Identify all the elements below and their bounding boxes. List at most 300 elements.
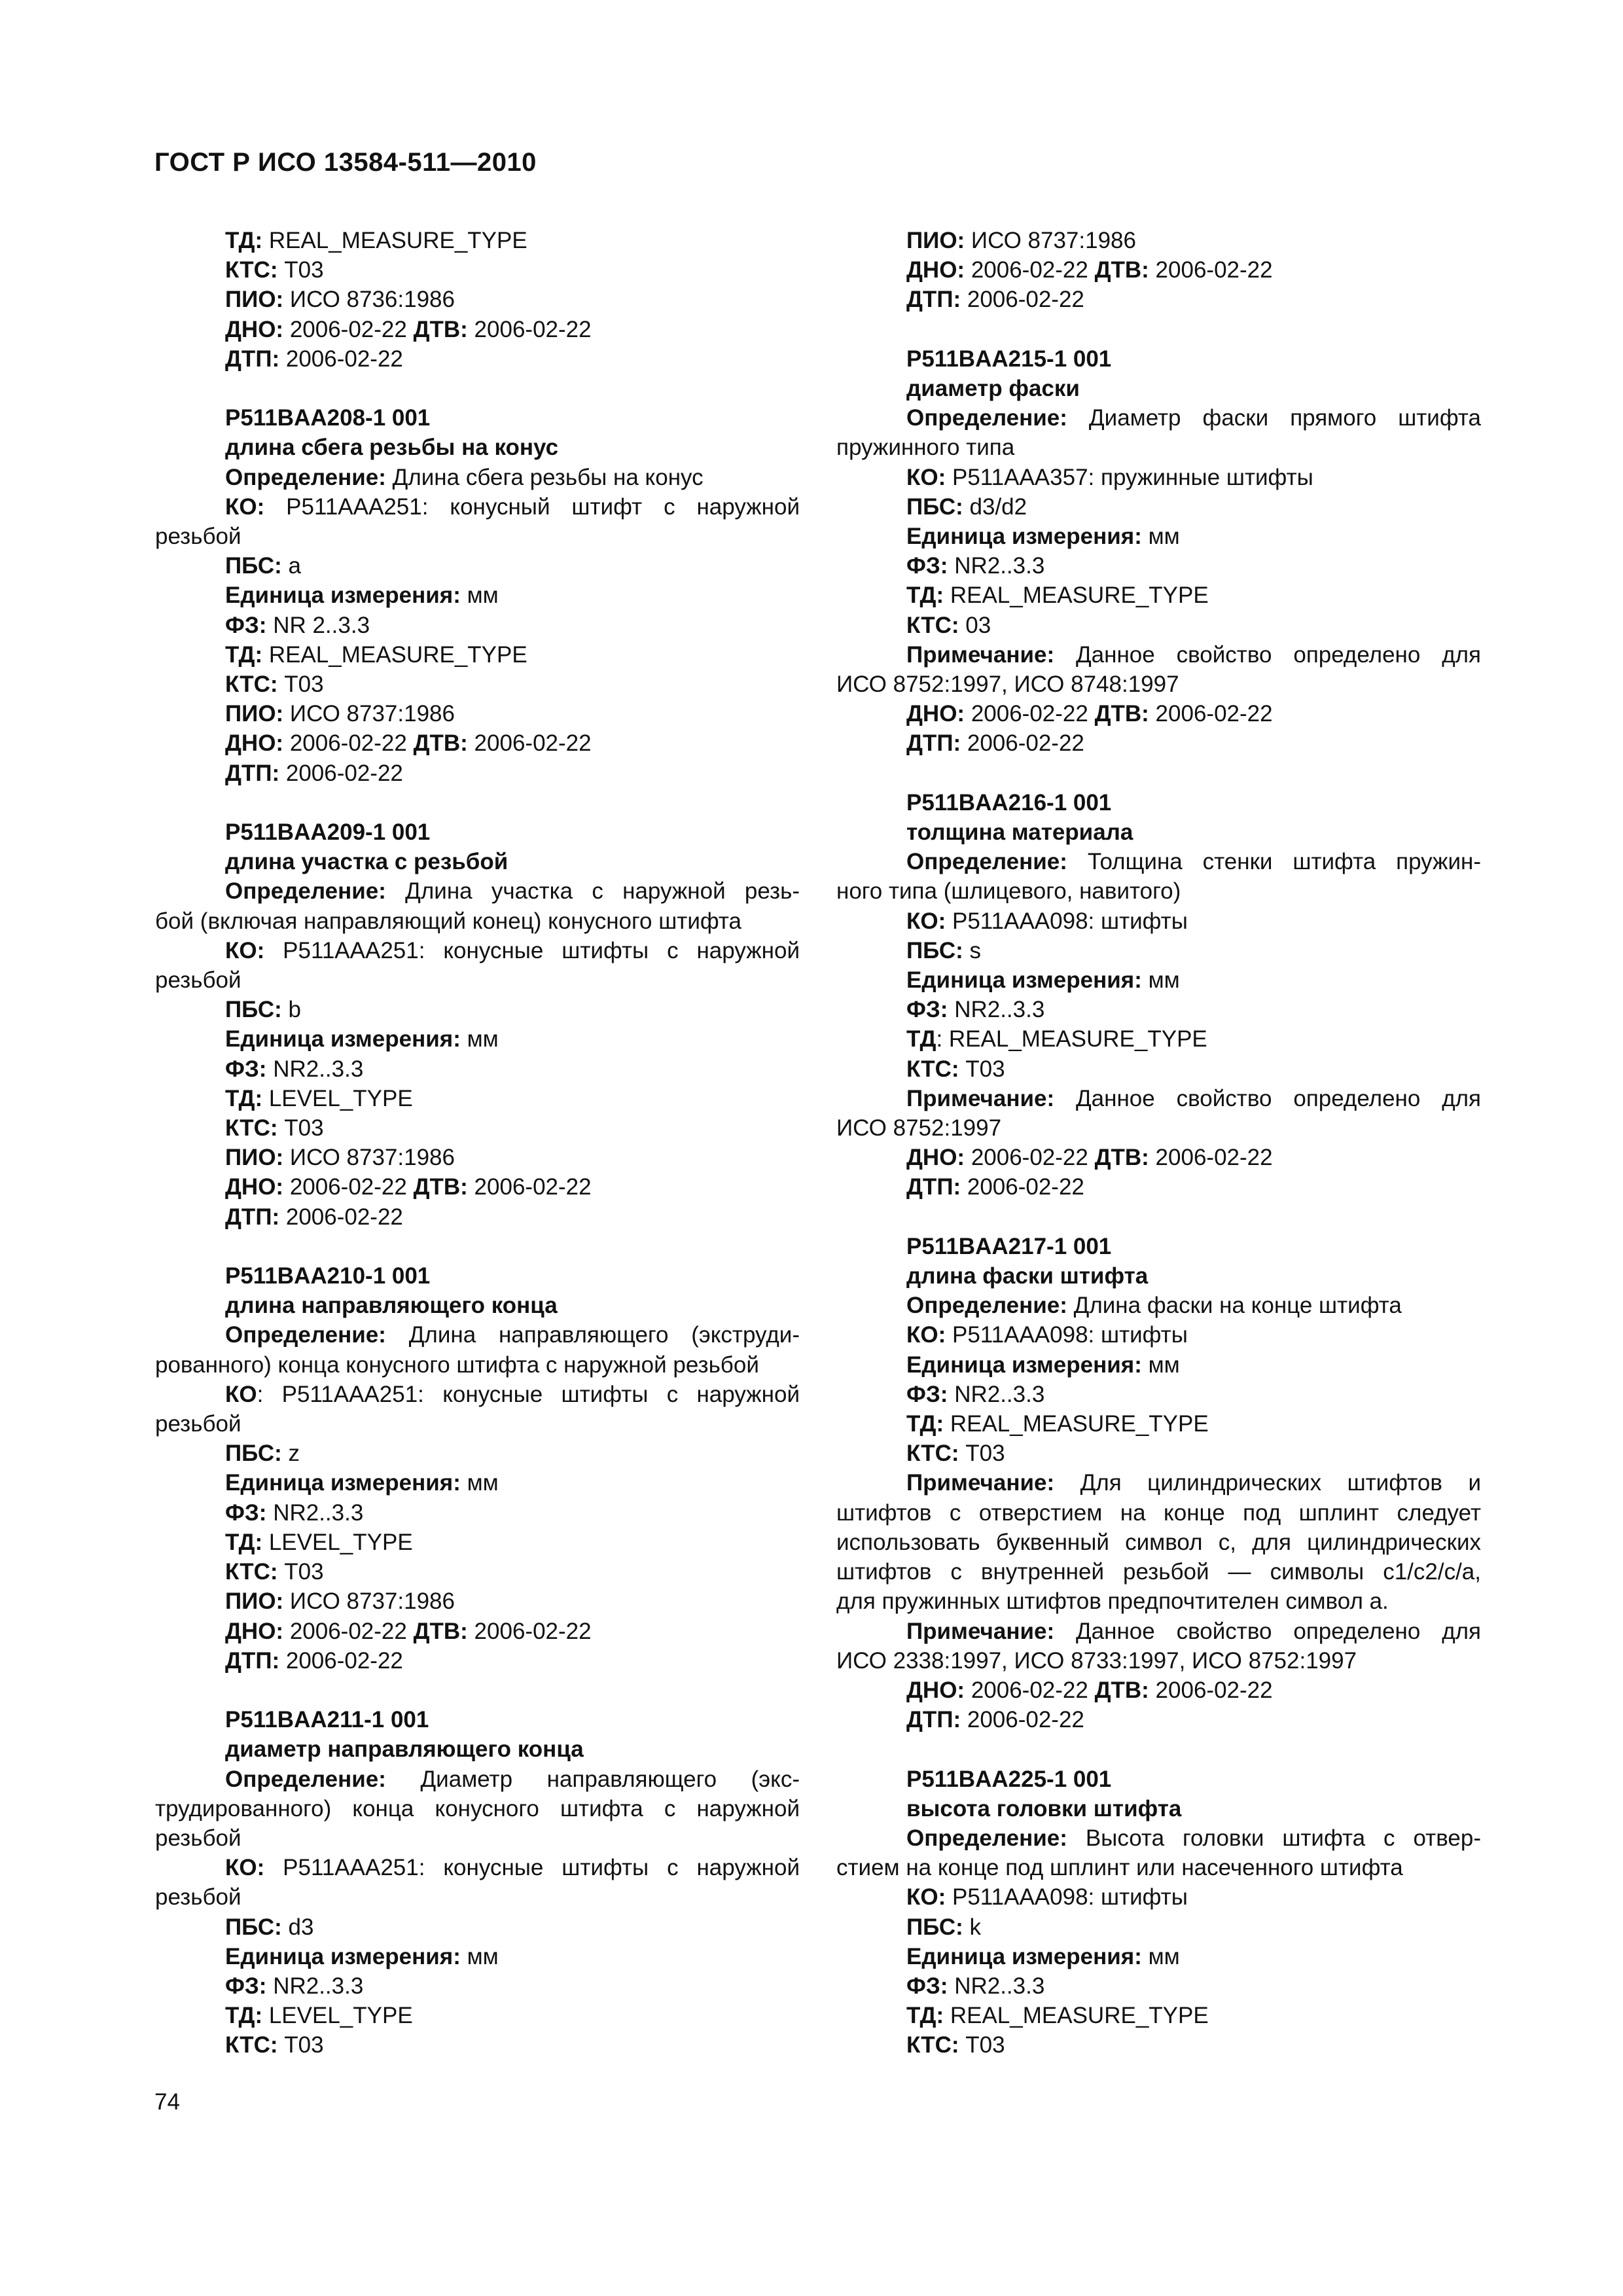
- field-value: Длина фаски на конце штифта: [1067, 1293, 1402, 1319]
- field-label: ДТВ:: [1094, 1145, 1149, 1171]
- field-line: [836, 1113, 1481, 1143]
- field-line: [836, 1557, 1481, 1587]
- field-line: [836, 1409, 1481, 1439]
- field-line: [155, 1054, 800, 1084]
- field-line: [155, 670, 800, 699]
- field-value: : REAL_MEASURE_TYPE: [936, 1026, 1207, 1052]
- field-value: мм: [460, 1470, 499, 1496]
- field-value: Т03: [277, 672, 324, 698]
- field-value: Длина участка с наружной резь-: [385, 878, 800, 905]
- field-label: КО:: [225, 937, 265, 963]
- field-label: ДТВ:: [413, 730, 468, 757]
- property-code: P511BAA225-1 001: [906, 1766, 1112, 1792]
- field-line: [155, 1617, 800, 1646]
- field-label: Определение:: [906, 1293, 1067, 1319]
- property-entry: [155, 403, 800, 788]
- property-name: длина фаски штифта: [906, 1263, 1149, 1289]
- field-line: [155, 1439, 800, 1468]
- field-line: [836, 403, 1481, 433]
- field-value: P511AAA251: конусные штифты с наружной: [264, 1855, 800, 1881]
- field-label: Определение:: [225, 878, 386, 905]
- field-value: : P511AAA251: конусные штифты с наружной: [257, 1381, 800, 1407]
- property-entry: [155, 1261, 800, 1676]
- field-line: [155, 965, 800, 995]
- field-line: [836, 1172, 1481, 1202]
- field-label: КТС:: [906, 612, 959, 638]
- field-value: P511AAA251: конусные штифты с наружной: [264, 937, 800, 963]
- field-line: [836, 611, 1481, 640]
- field-label: КТС:: [225, 672, 278, 698]
- field-label: КТС:: [906, 1441, 959, 1467]
- field-label: ПИО:: [906, 228, 965, 253]
- field-line: [836, 670, 1481, 699]
- field-line: [836, 728, 1481, 758]
- right-column: [836, 226, 1481, 2090]
- field-value: Т03: [959, 1441, 1005, 1467]
- field-line: [155, 640, 800, 670]
- field-label: Примечание:: [906, 1470, 1055, 1496]
- field-label: ТД:: [906, 583, 944, 609]
- field-label: Единица измерения:: [906, 524, 1142, 550]
- field-label: ДТП:: [906, 730, 961, 757]
- field-line: [155, 728, 800, 758]
- field-value: ИСО 8752:1997, ИСО 8748:1997: [836, 672, 1179, 698]
- field-line: [155, 551, 800, 581]
- field-label: Определение:: [906, 1825, 1067, 1851]
- field-value: Высота головки штифта с отвер-: [1067, 1825, 1481, 1851]
- field-value: штифтов с отверстием на конце под шплинт следует: [836, 1499, 1481, 1526]
- field-value: d3: [281, 1914, 314, 1940]
- field-label: ДТВ:: [1094, 257, 1149, 283]
- field-label: ФЗ:: [906, 1381, 948, 1407]
- field-value: NR2..3.3: [266, 1499, 364, 1526]
- field-value: пружинного типа: [836, 435, 1015, 461]
- field-line: [836, 1468, 1481, 1498]
- property-code: P511BAA208-1 001: [225, 405, 431, 431]
- field-line: [836, 522, 1481, 551]
- field-value: 2006-02-22: [283, 1618, 414, 1644]
- field-value: ИСО 8737:1986: [965, 228, 1136, 253]
- field-label: ФЗ:: [906, 553, 948, 579]
- field-line: [836, 1320, 1481, 1350]
- field-line: [155, 226, 800, 255]
- property-entry: [836, 226, 1481, 315]
- field-line: [836, 285, 1481, 314]
- field-value: a: [281, 553, 301, 579]
- field-label: ПБС:: [225, 553, 282, 579]
- field-line: [836, 1705, 1481, 1734]
- field-value: P511AAA251: конусный штифт с наружной: [264, 493, 800, 520]
- page-header: ГОСТ Р ИСО 13584-511—2010: [154, 148, 537, 177]
- field-value: z: [281, 1441, 300, 1467]
- field-line: [836, 1350, 1481, 1380]
- field-label: КТС:: [225, 1559, 278, 1585]
- field-label: КО:: [225, 1855, 265, 1881]
- field-value: ИСО 8737:1986: [283, 701, 455, 727]
- field-value: Для цилиндрических штифтов и: [1054, 1470, 1481, 1496]
- field-line: [155, 1823, 800, 1853]
- field-value: Данное свойство определено для: [1054, 641, 1481, 668]
- field-value: Т03: [277, 257, 324, 283]
- field-value: резьбой: [155, 1411, 241, 1437]
- field-value: P511AAA098: штифты: [946, 908, 1188, 934]
- field-line: [836, 640, 1481, 670]
- field-line: [155, 1646, 800, 1676]
- field-line: [836, 995, 1481, 1024]
- property-code: P511BAA215-1 001: [906, 346, 1112, 372]
- field-label: Единица измерения:: [225, 1026, 461, 1052]
- field-line: [155, 1350, 800, 1380]
- field-value: Т03: [277, 2032, 324, 2058]
- field-line: [155, 1320, 800, 1350]
- field-label: ДТП:: [906, 1174, 961, 1200]
- field-line: [836, 906, 1481, 936]
- field-value: мм: [1141, 524, 1180, 550]
- field-line: [836, 551, 1481, 581]
- field-label: ТД:: [906, 1411, 944, 1437]
- property-code: P511BAA209-1 001: [225, 819, 431, 846]
- field-value: рованного) конца конусного штифта с наружной резьбой: [155, 1352, 759, 1378]
- field-value: 2006-02-22: [283, 1174, 414, 1200]
- field-line: [836, 255, 1481, 285]
- field-label: ТД:: [906, 2003, 944, 2029]
- field-line: [836, 1439, 1481, 1468]
- field-line: [155, 1409, 800, 1439]
- field-label: ТД:: [225, 228, 263, 253]
- field-label: ФЗ:: [906, 997, 948, 1023]
- field-label: Примечание:: [906, 1085, 1055, 1111]
- field-value: трудированного) конца конусного штифта с наружной: [155, 1795, 800, 1821]
- field-value: 2006-02-22: [965, 1145, 1095, 1171]
- field-value: резьбой: [155, 524, 241, 550]
- field-label: ПИО:: [225, 1588, 284, 1615]
- field-label: ДНО:: [225, 730, 284, 757]
- field-label: Единица измерения:: [906, 1943, 1142, 1969]
- field-label: ФЗ:: [225, 612, 267, 638]
- property-entry: [836, 344, 1481, 759]
- field-value: 2006-02-22: [961, 1174, 1084, 1200]
- field-value: мм: [460, 1943, 499, 1969]
- field-label: КТС:: [225, 257, 278, 283]
- field-line: [836, 1942, 1481, 1971]
- field-line: [836, 965, 1481, 995]
- field-label: ФЗ:: [906, 1973, 948, 1999]
- field-label: ДТВ:: [413, 1618, 468, 1644]
- field-label: ДТП:: [225, 346, 280, 372]
- field-line: [836, 1587, 1481, 1616]
- field-label: КО: [225, 1381, 257, 1407]
- field-label: ТД:: [225, 1529, 263, 1555]
- field-line: [155, 1853, 800, 1882]
- field-value: REAL_MEASURE_TYPE: [944, 583, 1209, 609]
- field-label: ПБС:: [906, 937, 963, 963]
- field-value: REAL_MEASURE_TYPE: [262, 228, 527, 253]
- field-line: [155, 1084, 800, 1113]
- field-label: ДТВ:: [1094, 701, 1149, 727]
- field-label: ТД:: [225, 2003, 263, 2029]
- field-line: [155, 255, 800, 285]
- field-line: [836, 1084, 1481, 1113]
- field-value: REAL_MEASURE_TYPE: [262, 641, 527, 668]
- field-value: REAL_MEASURE_TYPE: [944, 1411, 1209, 1437]
- field-line: [836, 463, 1481, 492]
- field-value: 2006-02-22: [961, 287, 1084, 313]
- field-label: ПБС:: [225, 997, 282, 1023]
- property-name: длина сбега резьбы на конус: [225, 435, 559, 461]
- field-label: ФЗ:: [225, 1973, 267, 1999]
- field-value: 2006-02-22: [283, 730, 414, 757]
- field-value: мм: [1141, 967, 1180, 994]
- field-value: 2006-02-22: [1149, 1677, 1273, 1703]
- field-label: ТД:: [225, 1085, 263, 1111]
- field-label: ПБС:: [906, 493, 963, 520]
- field-line: [155, 995, 800, 1024]
- field-label: ДТП:: [906, 1707, 961, 1733]
- field-label: ПИО:: [225, 1145, 284, 1171]
- field-value: мм: [460, 1026, 499, 1052]
- field-line: [836, 1676, 1481, 1705]
- property-code: P511BAA210-1 001: [225, 1263, 431, 1289]
- field-label: КО:: [225, 493, 265, 520]
- field-value: Толщина стенки штифта пружин-: [1067, 849, 1481, 875]
- field-label: КО:: [906, 908, 946, 934]
- property-name: диаметр фаски: [906, 376, 1080, 401]
- property-entry: [836, 1232, 1481, 1734]
- field-value: LEVEL_TYPE: [262, 1529, 413, 1555]
- left-column: [155, 226, 800, 2090]
- field-value: NR2..3.3: [266, 1056, 364, 1082]
- field-label: Единица измерения:: [225, 1470, 461, 1496]
- field-label: КТС:: [906, 1056, 959, 1082]
- property-entry: [155, 817, 800, 1232]
- field-line: [155, 1143, 800, 1172]
- field-value: 2006-02-22: [279, 1204, 403, 1230]
- field-label: ДНО:: [906, 701, 965, 727]
- field-value: 2006-02-22: [467, 730, 592, 757]
- field-value: 2006-02-22: [1149, 257, 1273, 283]
- field-value: b: [281, 997, 301, 1023]
- field-value: мм: [460, 583, 499, 609]
- field-label: ДТП:: [225, 760, 280, 786]
- field-label: ТД: [906, 1026, 936, 1052]
- field-line: [155, 1024, 800, 1054]
- field-value: Данное свойство определено для: [1054, 1085, 1481, 1111]
- field-line: [155, 581, 800, 610]
- field-line: [836, 492, 1481, 522]
- field-value: 2006-02-22: [965, 701, 1095, 727]
- field-line: [155, 1765, 800, 1794]
- field-line: [155, 1882, 800, 1912]
- field-label: ДНО:: [906, 1145, 965, 1171]
- field-line: [836, 1853, 1481, 1882]
- field-label: Определение:: [225, 464, 386, 490]
- field-line: [836, 1291, 1481, 1320]
- field-line: [155, 2001, 800, 2030]
- field-line: [155, 2030, 800, 2060]
- property-entry: [836, 1765, 1481, 2060]
- field-value: использовать буквенный символ c, для цилиндрических: [836, 1529, 1481, 1555]
- page-number: 74: [154, 2089, 180, 2115]
- field-label: Единица измерения:: [225, 1943, 461, 1969]
- field-value: Длина сбега резьбы на конус: [385, 464, 704, 490]
- field-label: ДТВ:: [1094, 1677, 1149, 1703]
- field-value: LEVEL_TYPE: [262, 1085, 413, 1111]
- field-line: [836, 1971, 1481, 2001]
- field-label: Единица измерения:: [225, 583, 461, 609]
- field-label: ПБС:: [225, 1914, 282, 1940]
- field-line: [155, 1528, 800, 1557]
- field-line: [836, 876, 1481, 906]
- field-value: d3/d2: [963, 493, 1027, 520]
- field-value: ИСО 8752:1997: [836, 1115, 1002, 1141]
- field-value: Длина направляющего (экструди-: [385, 1322, 800, 1348]
- field-label: ДНО:: [225, 1618, 284, 1644]
- field-line: [836, 433, 1481, 462]
- field-label: Определение:: [906, 405, 1067, 431]
- field-label: КТС:: [225, 2032, 278, 2058]
- field-label: КО:: [906, 464, 946, 490]
- field-label: ДТП:: [225, 1204, 280, 1230]
- field-value: 2006-02-22: [1149, 1145, 1273, 1171]
- field-value: NR2..3.3: [948, 1381, 1045, 1407]
- field-line: [155, 1912, 800, 1942]
- field-value: бой (включая направляющий конец) конусного штифта: [155, 908, 742, 934]
- field-label: Примечание:: [906, 1618, 1055, 1644]
- field-line: [155, 1113, 800, 1143]
- field-line: [155, 759, 800, 788]
- field-line: [155, 1380, 800, 1409]
- property-name: длина участка с резьбой: [225, 849, 508, 875]
- field-line: [155, 1794, 800, 1823]
- field-value: NR 2..3.3: [266, 612, 370, 638]
- field-value: Т03: [277, 1559, 324, 1585]
- property-entry: [155, 1705, 800, 2060]
- field-label: ДТП:: [906, 287, 961, 313]
- field-label: Определение:: [225, 1766, 386, 1792]
- field-value: резьбой: [155, 1825, 241, 1851]
- field-value: 2006-02-22: [279, 346, 403, 372]
- field-line: [836, 1646, 1481, 1676]
- field-label: ПИО:: [225, 701, 284, 727]
- field-value: 2006-02-22: [965, 1677, 1095, 1703]
- field-line: [836, 936, 1481, 965]
- field-line: [155, 492, 800, 522]
- field-line: [155, 463, 800, 492]
- field-line: [836, 1912, 1481, 1942]
- field-value: резьбой: [155, 967, 241, 994]
- field-value: 2006-02-22: [279, 1647, 403, 1674]
- field-line: [836, 581, 1481, 610]
- field-line: [155, 285, 800, 314]
- field-value: 03: [959, 612, 991, 638]
- property-entry: [155, 226, 800, 374]
- field-value: NR2..3.3: [266, 1973, 364, 1999]
- field-value: для пружинных штифтов предпочтителен символ a.: [836, 1588, 1389, 1615]
- field-value: P511AAA098: штифты: [946, 1884, 1188, 1910]
- field-value: ИСО 2338:1997, ИСО 8733:1997, ИСО 8752:1997: [836, 1647, 1357, 1674]
- property-entry: [836, 788, 1481, 1202]
- field-value: 2006-02-22: [1149, 701, 1273, 727]
- field-line: [155, 1587, 800, 1616]
- field-value: Данное свойство определено для: [1054, 1618, 1481, 1644]
- field-value: штифтов с внутренней резьбой — символы c1/c2/c/a,: [836, 1559, 1481, 1585]
- field-value: NR2..3.3: [948, 1973, 1045, 1999]
- field-line: [155, 1971, 800, 2001]
- field-line: [155, 315, 800, 344]
- field-line: [155, 906, 800, 936]
- property-code: P511BAA217-1 001: [906, 1233, 1112, 1259]
- field-line: [836, 2001, 1481, 2030]
- field-value: Диаметр направляющего (экс-: [385, 1766, 800, 1792]
- field-value: NR2..3.3: [948, 997, 1045, 1023]
- field-value: 2006-02-22: [279, 760, 403, 786]
- field-value: Т03: [277, 1115, 324, 1141]
- field-line: [155, 611, 800, 640]
- field-value: ИСО 8736:1986: [283, 287, 455, 313]
- field-value: 2006-02-22: [961, 1707, 1084, 1733]
- field-value: REAL_MEASURE_TYPE: [944, 2003, 1209, 2029]
- field-line: [155, 699, 800, 728]
- field-line: [155, 1202, 800, 1232]
- field-line: [155, 522, 800, 551]
- field-line: [836, 847, 1481, 876]
- field-label: ДНО:: [225, 1174, 284, 1200]
- field-value: Т03: [959, 2032, 1005, 2058]
- field-value: LEVEL_TYPE: [262, 2003, 413, 2029]
- field-line: [836, 1143, 1481, 1172]
- field-label: Определение:: [906, 849, 1067, 875]
- field-value: мм: [1141, 1352, 1180, 1378]
- field-value: ного типа (шлицевого, навитого): [836, 878, 1181, 905]
- field-line: [836, 2030, 1481, 2060]
- field-label: ТД:: [225, 641, 263, 668]
- field-value: 2006-02-22: [467, 1618, 592, 1644]
- field-label: КТС:: [225, 1115, 278, 1141]
- field-label: КО:: [906, 1884, 946, 1910]
- field-line: [836, 1882, 1481, 1912]
- field-value: 2006-02-22: [283, 316, 414, 342]
- field-line: [836, 1498, 1481, 1528]
- field-value: 2006-02-22: [467, 1174, 592, 1200]
- field-value: резьбой: [155, 1884, 241, 1910]
- field-label: КО:: [906, 1322, 946, 1348]
- field-line: [836, 1617, 1481, 1646]
- field-label: Единица измерения:: [906, 967, 1142, 994]
- field-label: ФЗ:: [225, 1499, 267, 1526]
- field-value: P511AAA357: пружинные штифты: [946, 464, 1313, 490]
- field-line: [836, 1380, 1481, 1409]
- field-line: [155, 1498, 800, 1528]
- field-value: Т03: [959, 1056, 1005, 1082]
- field-label: ПИО:: [225, 287, 284, 313]
- property-code: P511BAA216-1 001: [906, 789, 1112, 816]
- field-label: ДТВ:: [413, 1174, 468, 1200]
- field-line: [836, 1024, 1481, 1054]
- field-value: ИСО 8737:1986: [283, 1145, 455, 1171]
- field-line: [155, 1557, 800, 1587]
- field-value: NR2..3.3: [948, 553, 1045, 579]
- field-line: [155, 1942, 800, 1971]
- field-label: ФЗ:: [225, 1056, 267, 1082]
- field-line: [836, 1823, 1481, 1853]
- field-label: ПБС:: [906, 1914, 963, 1940]
- field-value: k: [963, 1914, 982, 1940]
- property-name: толщина материала: [906, 819, 1133, 846]
- field-label: Единица измерения:: [906, 1352, 1142, 1378]
- field-line: [836, 699, 1481, 728]
- property-name: длина направляющего конца: [225, 1293, 558, 1319]
- field-line: [155, 1172, 800, 1202]
